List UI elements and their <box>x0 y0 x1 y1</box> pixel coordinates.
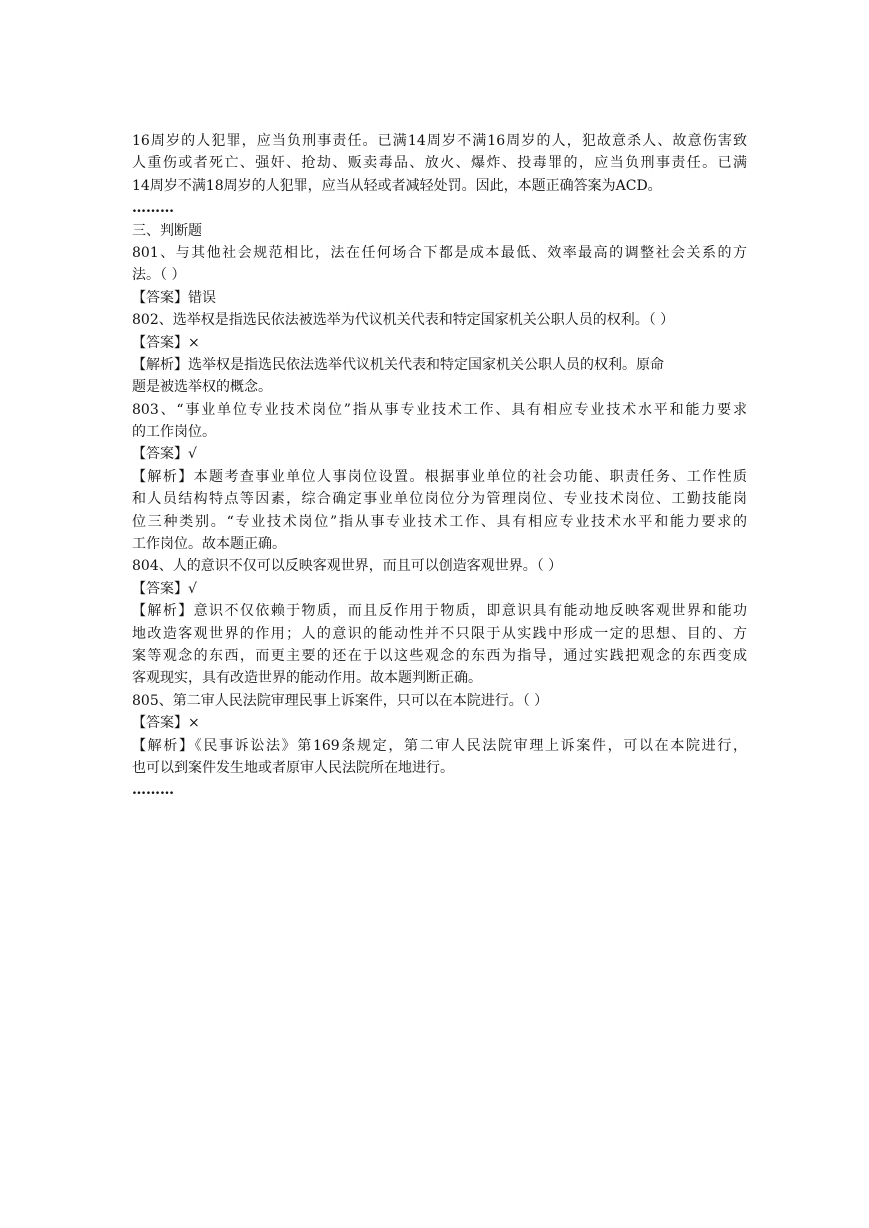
text-line: 【解析】本题考查事业单位人事岗位设置。根据事业单位的社会功能、职责任务、工作性质 <box>132 468 747 485</box>
text-line: 16周岁的人犯罪，应当负刑事责任。已满14周岁不满16周岁的人，犯故意杀人、故意伤害致 <box>132 133 747 149</box>
text-line: 【解析】《民事诉讼法》第169条规定，第二审人民法院审理上诉案件，可以在本院进行， <box>132 737 747 754</box>
text-line: 【答案】√ <box>132 446 197 463</box>
text-line: 三、判断题 <box>132 222 202 239</box>
text-line: 801、与其他社会规范相比，法在任何场合下都是成本最低、效率最高的调整社会关系的方 <box>132 244 747 261</box>
text-line: 和人员结构特点等因素，综合确定事业单位岗位分为管理岗位、专业技术岗位、工勤技能岗 <box>132 491 747 508</box>
text-line: 【答案】√ <box>132 580 197 597</box>
text-line: 【答案】× <box>132 715 200 732</box>
text-line: 804、人的意识不仅可以反映客观世界，而且可以创造客观世界。（ ） <box>132 558 563 575</box>
text-line: 14周岁不满18周岁的人犯罪，应当从轻或者减轻处罚。因此，本题正确答案为ACD。 <box>132 177 662 194</box>
text-line: 【解析】意识不仅依赖于物质，而且反作用于物质，即意识具有能动地反映客观世界和能功 <box>132 603 747 620</box>
text-line: 位三种类别。“专业技术岗位”指从事专业技术工作、具有相应专业技术水平和能力要求的 <box>132 513 747 530</box>
document-body <box>132 130 747 802</box>
text-line: 法。（ ） <box>132 267 186 284</box>
text-line: 地改造客观世界的作用；人的意识的能动性并不只限于从实践中形成一定的思想、目的、方 <box>132 625 747 642</box>
text-line: 803、“事业单位专业技术岗位”指从事专业技术工作、具有相应专业技术水平和能力要求 <box>132 401 747 418</box>
text-line: 802、选举权是指选民依法被选举为代议机关代表和特定国家机关公职人员的权利。（ ） <box>132 312 675 329</box>
text-line: 【答案】错误 <box>132 289 216 306</box>
text-line: 也可以到案件发生地或者原审人民法院所在地进行。 <box>132 759 454 776</box>
text-line: 人重伤或者死亡、强奸、抢劫、贩卖毒品、放火、爆炸、投毒罪的，应当负刑事责任。已满 <box>132 155 747 172</box>
text-line: 客观现实，具有改造世界的能动作用。故本题判断正确。 <box>132 670 482 687</box>
text-line: 【答案】× <box>132 334 200 351</box>
ellipsis-separator: ……… <box>132 200 174 217</box>
text-line: 的工作岗位。 <box>132 424 216 441</box>
text-line: 【解析】选举权是指选民依法选举代议机关代表和特定国家机关公职人员的权利。原命 <box>132 356 664 373</box>
text-line: 工作岗位。故本题正确。 <box>132 536 286 553</box>
text-line: 题是被选举权的概念。 <box>132 379 272 396</box>
text-line: 805、第二审人民法院审理民事上诉案件，只可以在本院进行。（ ） <box>132 692 549 709</box>
text-line: 案等观念的东西，而更主要的还在于以这些观念的东西为指导，通过实践把观念的东西变成 <box>132 647 747 664</box>
ellipsis-separator: ……… <box>132 782 174 799</box>
